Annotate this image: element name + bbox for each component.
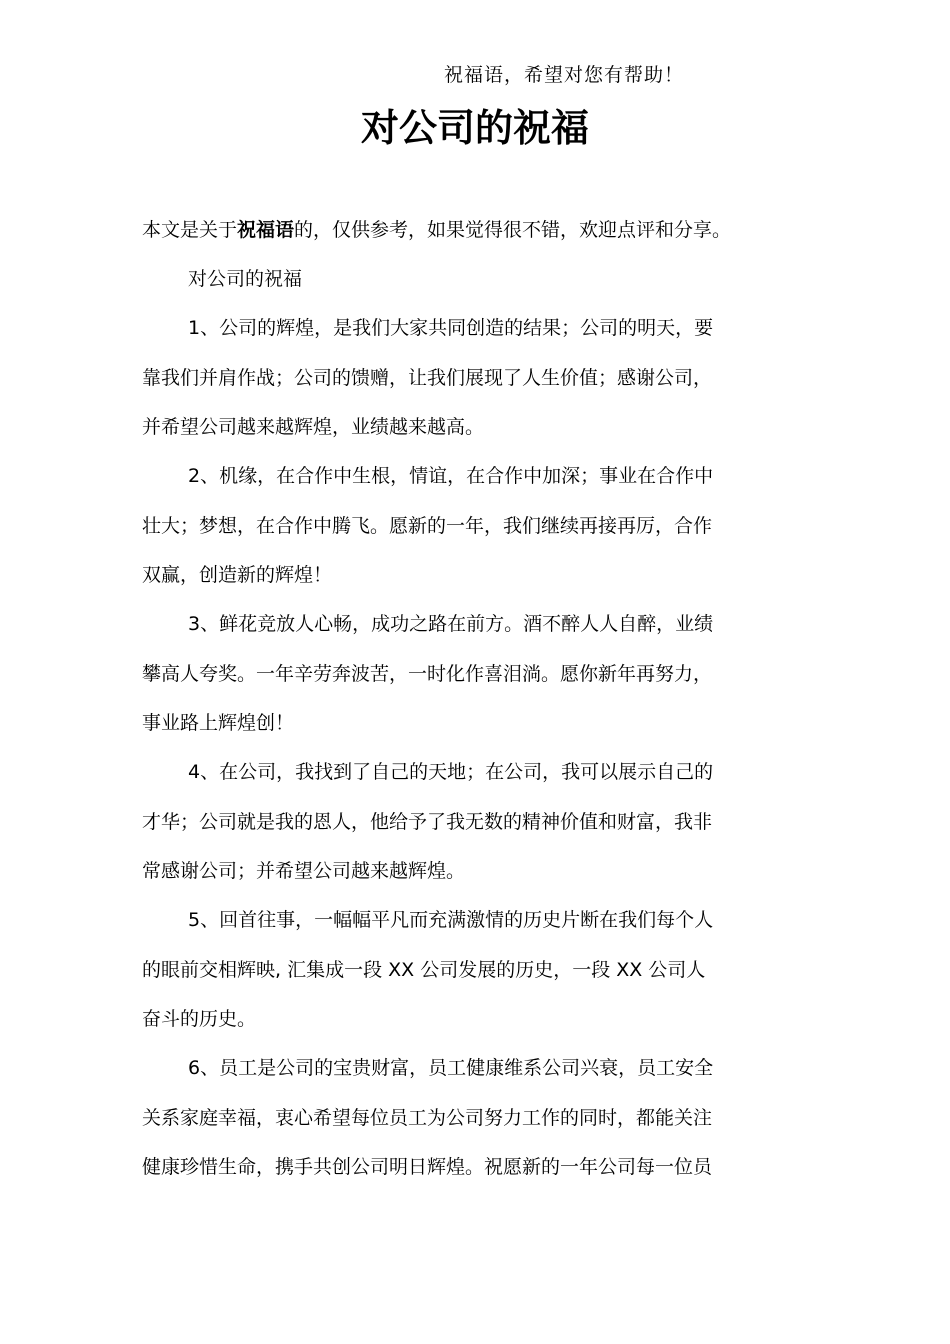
paragraph-5-line-3: 奋斗的历史。 (142, 1008, 257, 1030)
paragraph-3-line-3: 事业路上辉煌创！ (142, 712, 295, 734)
intro-text-after: 的，仅供参考，如果觉得很不错，欢迎点评和分享。 (294, 219, 732, 241)
paragraph-1-line-2: 靠我们并肩作战；公司的馈赠，让我们展现了人生价值；感谢公司， (142, 367, 713, 389)
paragraph-5-line-1: 5、回首往事，一幅幅平凡而充满激情的历史片断在我们每个人 (188, 909, 714, 931)
document-title: 对公司的祝福 (360, 106, 589, 150)
intro-text-before: 本文是关于 (142, 219, 238, 241)
paragraph-2-line-3: 双赢，创造新的辉煌！ (142, 564, 333, 586)
paragraph-6-line-1: 6、员工是公司的宝贵财富，员工健康维系公司兴衰，员工安全 (188, 1057, 714, 1079)
paragraph-4-line-2: 才华；公司就是我的恩人，他给予了我无数的精神价值和财富，我非 (142, 811, 713, 833)
paragraph-4-line-1: 4、在公司，我找到了自己的天地；在公司，我可以展示自己的 (188, 761, 714, 783)
paragraph-6-line-3: 健康珍惜生命，携手共创公司明日辉煌。祝愿新的一年公司每一位员 (142, 1156, 713, 1178)
intro-keyword: 祝福语 (237, 219, 295, 241)
paragraph-6-line-2: 关系家庭幸福，衷心希望每位员工为公司努力工作的同时，都能关注 (142, 1107, 713, 1129)
paragraph-1-line-1: 1、公司的辉煌，是我们大家共同创造的结果；公司的明天，要 (188, 317, 714, 339)
paragraph-4-line-3: 常感谢公司；并希望公司越来越辉煌。 (142, 860, 466, 882)
paragraph-2-line-1: 2、机缘，在合作中生根，情谊，在合作中加深；事业在合作中 (188, 465, 714, 487)
paragraph-2-line-2: 壮大；梦想，在合作中腾飞。愿新的一年，我们继续再接再厉，合作 (142, 515, 713, 537)
paragraph-3-line-2: 攀高人夸奖。一年辛劳奔波苦，一时化作喜泪淌。愿你新年再努力， (142, 663, 713, 685)
header-note: 祝福语，希望对您有帮助！ (444, 64, 685, 86)
paragraph-1-line-3: 并希望公司越来越辉煌，业绩越来越高。 (142, 416, 485, 438)
intro-line (142, 217, 731, 243)
paragraph-3-line-1: 3、鲜花竞放人心畅，成功之路在前方。酒不醉人人自醉，业绩 (188, 613, 714, 635)
paragraph-5-line-2: 的眼前交相辉映, 汇集成一段 XX 公司发展的历史，一段 XX 公司人 (142, 959, 706, 981)
section-subtitle: 对公司的祝福 (188, 268, 303, 290)
